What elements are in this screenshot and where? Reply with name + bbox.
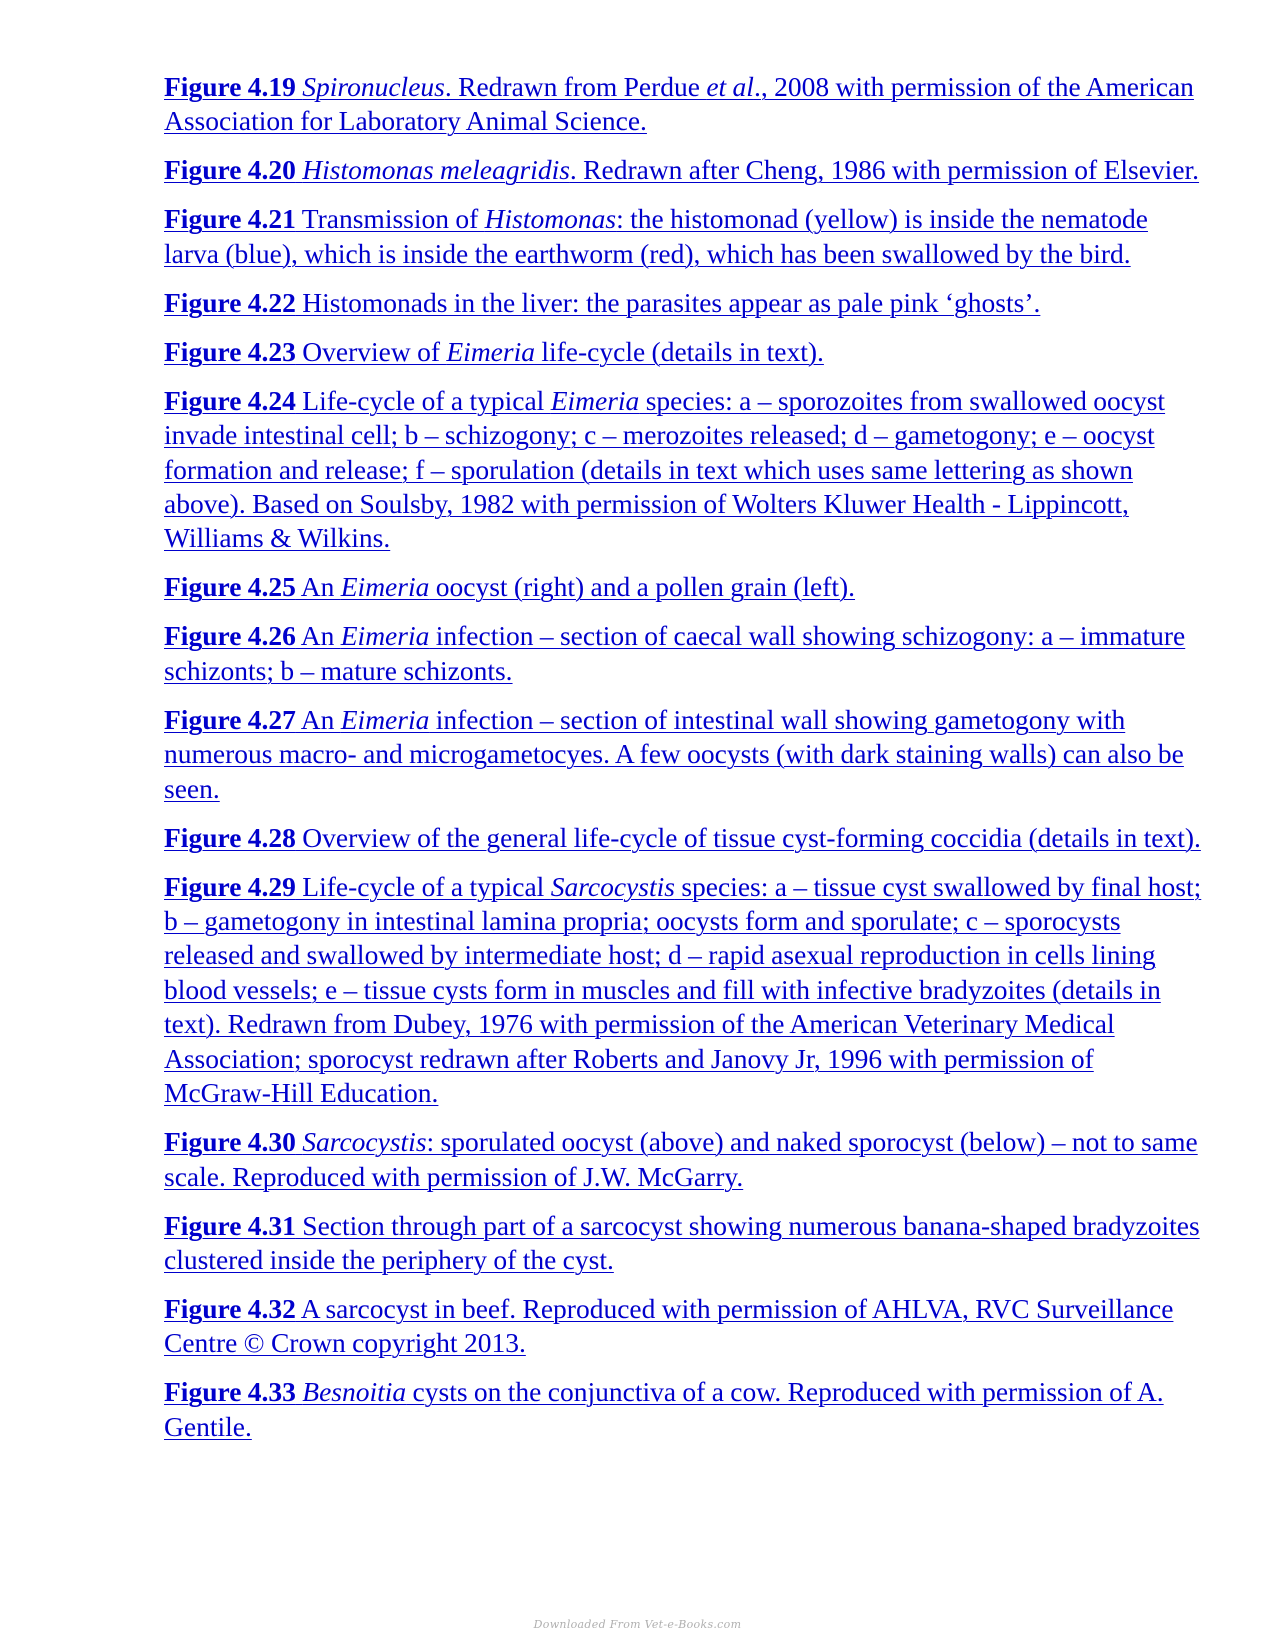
figure-caption-italic: Eimeria xyxy=(550,384,640,416)
figure-link[interactable] xyxy=(164,870,1204,1111)
figure-number: Figure 4.21 xyxy=(164,203,296,235)
figure-list xyxy=(164,70,1204,1459)
figure-caption-italic: Eimeria xyxy=(340,571,430,603)
figure-caption-text: species: a – tissue cyst swallowed by final host; b – gametogony in intestinal lamina propria; oocysts form and sporulate; c – sporocysts released and swallowed by intermediate host; d – rapid asexual reproduction in cells lining blood vessels; e – tissue cysts form in muscles and fill with infective bradyzoites (details in text). Redrawn from Dubey, 1976 with permission of the American Veterinary Medical Association; sporocyst redrawn after Roberts and Janovy Jr, 1996 with permission of McGraw-Hill Education. xyxy=(164,870,1202,1109)
figure-number: Figure 4.25 xyxy=(164,571,296,603)
figure-caption-text: : sporulated oocyst (above) and naked sporocyst (below) – not to same scale. Reproduced with permission of J.W. McGarry. xyxy=(164,1126,1198,1192)
figure-number: Figure 4.33 xyxy=(164,1376,296,1408)
figure-number: Figure 4.22 xyxy=(164,286,296,318)
figure-caption-text: Life-cycle of a typical xyxy=(295,384,551,416)
figure-link[interactable] xyxy=(164,1209,1204,1278)
figure-caption-text: . Redrawn after Cheng, 1986 with permission of Elsevier. xyxy=(569,154,1200,186)
figure-link[interactable] xyxy=(164,286,1204,320)
figure-caption-italic: Eimeria xyxy=(340,703,430,735)
figure-caption-text: species: a – sporozoites from swallowed oocyst invade intestinal cell; b – schizogony; c – merozoites released; d – gametogony; e – oocyst formation and release; f – sporulation (details in text which uses same lettering as shown above). Based on Soulsby, 1982 with permission of Wolters Kluwer Health - Lippincott, Williams & Wilkins. xyxy=(164,384,1166,554)
figure-link[interactable] xyxy=(164,1292,1204,1361)
figure-number: Figure 4.32 xyxy=(164,1292,296,1324)
figure-caption-italic: Sarcocystis xyxy=(550,870,675,902)
figure-caption-italic: Sarcocystis xyxy=(302,1126,427,1158)
figure-caption-text: A sarcocyst in beef. Reproduced with permission of AHLVA, RVC Surveillance Centre © Crown copyright 2013. xyxy=(164,1292,1174,1359)
figure-caption-italic: Eimeria xyxy=(446,335,535,367)
figure-caption-text: infection – section of intestinal wall showing gametogony with numerous macro- and microgametocyes. A few oocysts (with dark staining walls) can also be seen. xyxy=(164,703,1184,804)
figure-number: Figure 4.19 xyxy=(164,71,296,102)
figure-caption-text: An xyxy=(295,703,341,735)
figure-caption-text: Section through part of a sarcocyst showing numerous banana-shaped bradyzoites clustered inside the periphery of the cyst. xyxy=(164,1209,1200,1275)
figure-number: Figure 4.29 xyxy=(164,870,296,902)
figure-caption-text: : the histomonad (yellow) is inside the nematode larva (blue), which is inside the earthworm (red), which has been swallowed by the bird. xyxy=(164,203,1148,269)
figure-link[interactable] xyxy=(164,1375,1204,1444)
figure-caption-text: An xyxy=(295,571,341,603)
figure-link[interactable] xyxy=(164,202,1204,271)
figure-caption-text: life-cycle (details in text). xyxy=(534,335,824,367)
figure-link[interactable] xyxy=(164,335,1204,369)
figure-caption-italic: Histomonas meleagridis xyxy=(302,154,570,186)
figure-number: Figure 4.20 xyxy=(164,154,296,186)
figure-caption-text: oocyst (right) and a pollen grain (left). xyxy=(429,571,856,603)
figure-caption-text: An xyxy=(295,620,341,652)
figure-caption-text: Life-cycle of a typical xyxy=(295,870,551,902)
figure-link[interactable] xyxy=(164,153,1204,187)
figure-caption-italic: et al xyxy=(706,71,754,102)
figure-number: Figure 4.27 xyxy=(164,703,296,735)
figure-link[interactable] xyxy=(164,570,1204,604)
figure-link[interactable] xyxy=(164,821,1204,855)
figure-caption-text: infection – section of caecal wall showing schizogony: a – immature schizonts; b – mature schizonts. xyxy=(164,620,1186,686)
figure-number: Figure 4.26 xyxy=(164,620,296,652)
figure-number: Figure 4.31 xyxy=(164,1209,296,1241)
figure-caption-text: cysts on the conjunctiva of a cow. Reproduced with permission of A. Gentile. xyxy=(164,1376,1164,1442)
figure-caption-text: Overview of the general life-cycle of tissue cyst-forming coccidia (details in text). xyxy=(295,821,1201,853)
figure-caption-text: Transmission of xyxy=(295,203,485,235)
figure-caption-text: Histomonads in the liver: the parasites appear as pale pink ‘ghosts’. xyxy=(295,286,1041,318)
figure-link[interactable] xyxy=(164,384,1204,556)
figure-link[interactable] xyxy=(164,1125,1204,1194)
figure-link[interactable] xyxy=(164,70,1204,139)
figure-caption-text: Overview of xyxy=(295,335,447,367)
figure-caption-text: . Redrawn from Perdue xyxy=(444,71,707,102)
figure-caption-text: ., 2008 with permission of the American Association for Laboratory Animal Science. xyxy=(164,71,1194,137)
figure-caption-italic: Besnoitia xyxy=(302,1376,407,1408)
figure-caption-italic: Eimeria xyxy=(340,620,430,652)
figure-number: Figure 4.30 xyxy=(164,1126,296,1158)
figure-link[interactable] xyxy=(164,619,1204,688)
figure-caption-italic: Spironucleus xyxy=(302,71,445,102)
figure-link[interactable] xyxy=(164,703,1204,806)
watermark: Downloaded From Vet-e-Books.com xyxy=(533,1618,742,1631)
figure-number: Figure 4.24 xyxy=(164,384,296,416)
figure-number: Figure 4.23 xyxy=(164,335,296,367)
figure-caption-italic: Histomonas xyxy=(484,203,617,235)
figure-number: Figure 4.28 xyxy=(164,821,296,853)
